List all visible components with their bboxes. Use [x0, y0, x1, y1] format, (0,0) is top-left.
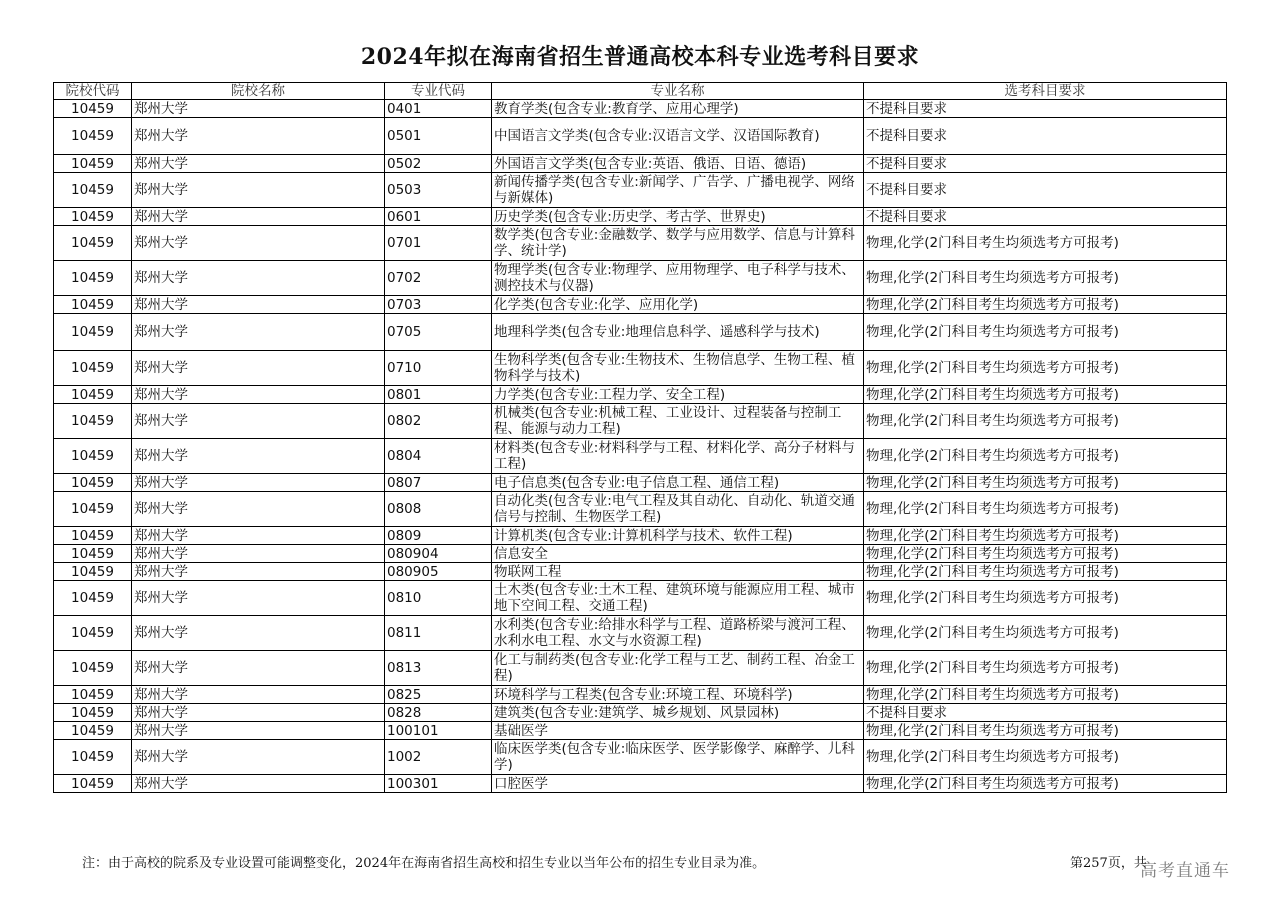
school-name-cell: 郑州大学 [132, 118, 385, 155]
school-code-cell: 10459 [54, 686, 132, 704]
table-row [54, 296, 1227, 314]
major-code-cell: 080904 [385, 545, 492, 563]
school-code-cell: 10459 [54, 474, 132, 492]
header-major-name: 专业名称 [492, 83, 864, 100]
major-name-cell: 信息安全 [492, 545, 864, 563]
subject-requirement-cell: 不提科目要求 [864, 704, 1227, 722]
requirements-table [53, 82, 1227, 793]
school-name-cell: 郑州大学 [132, 704, 385, 722]
school-code-cell: 10459 [54, 545, 132, 563]
school-code-cell: 10459 [54, 404, 132, 439]
major-code-cell: 0808 [385, 492, 492, 527]
major-code-cell: 0802 [385, 404, 492, 439]
table-row [54, 492, 1227, 527]
table-row [54, 261, 1227, 296]
major-name-cell: 化学类(包含专业:化学、应用化学) [492, 296, 864, 314]
school-code-cell: 10459 [54, 261, 132, 296]
school-code-cell: 10459 [54, 173, 132, 208]
school-code-cell: 10459 [54, 351, 132, 386]
table-row [54, 545, 1227, 563]
school-name-cell: 郑州大学 [132, 616, 385, 651]
major-name-cell: 外国语言文学类(包含专业:英语、俄语、日语、德语) [492, 155, 864, 173]
subject-requirement-cell: 不提科目要求 [864, 155, 1227, 173]
subject-requirement-cell: 物理,化学(2门科目考生均须选考方可报考) [864, 686, 1227, 704]
major-code-cell: 0804 [385, 439, 492, 474]
school-code-cell: 10459 [54, 155, 132, 173]
page-title: 2024年拟在海南省招生普通高校本科专业选考科目要求 [360, 44, 920, 70]
major-code-cell: 0807 [385, 474, 492, 492]
major-code-cell: 0502 [385, 155, 492, 173]
table-row [54, 155, 1227, 173]
school-name-cell: 郑州大学 [132, 545, 385, 563]
subject-requirement-cell: 物理,化学(2门科目考生均须选考方可报考) [864, 722, 1227, 740]
table-row [54, 404, 1227, 439]
header-school-code: 院校代码 [54, 83, 132, 100]
school-code-cell: 10459 [54, 527, 132, 545]
header-school-name: 院校名称 [132, 83, 385, 100]
school-code-cell: 10459 [54, 492, 132, 527]
subject-requirement-cell: 不提科目要求 [864, 100, 1227, 118]
table-row [54, 740, 1227, 775]
subject-requirement-cell: 物理,化学(2门科目考生均须选考方可报考) [864, 226, 1227, 261]
subject-requirement-cell: 物理,化学(2门科目考生均须选考方可报考) [864, 651, 1227, 686]
table-row [54, 474, 1227, 492]
school-code-cell: 10459 [54, 616, 132, 651]
major-code-cell: 0503 [385, 173, 492, 208]
school-name-cell: 郑州大学 [132, 261, 385, 296]
school-name-cell: 郑州大学 [132, 296, 385, 314]
major-name-cell: 物理学类(包含专业:物理学、应用物理学、电子科学与技术、测控技术与仪器) [492, 261, 864, 296]
school-name-cell: 郑州大学 [132, 492, 385, 527]
major-name-cell: 材料类(包含专业:材料科学与工程、材料化学、高分子材料与工程) [492, 439, 864, 474]
table-row [54, 386, 1227, 404]
subject-requirement-cell: 物理,化学(2门科目考生均须选考方可报考) [864, 296, 1227, 314]
major-code-cell: 0701 [385, 226, 492, 261]
major-name-cell: 新闻传播学类(包含专业:新闻学、广告学、广播电视学、网络与新媒体) [492, 173, 864, 208]
subject-requirement-cell: 物理,化学(2门科目考生均须选考方可报考) [864, 740, 1227, 775]
subject-requirement-cell: 物理,化学(2门科目考生均须选考方可报考) [864, 616, 1227, 651]
major-code-cell: 0401 [385, 100, 492, 118]
major-code-cell: 1002 [385, 740, 492, 775]
school-name-cell: 郑州大学 [132, 474, 385, 492]
subject-requirement-cell: 不提科目要求 [864, 208, 1227, 226]
school-code-cell: 10459 [54, 208, 132, 226]
school-code-cell: 10459 [54, 118, 132, 155]
table-row [54, 581, 1227, 616]
major-name-cell: 电子信息类(包含专业:电子信息工程、通信工程) [492, 474, 864, 492]
major-name-cell: 临床医学类(包含专业:临床医学、医学影像学、麻醉学、儿科学) [492, 740, 864, 775]
school-name-cell: 郑州大学 [132, 527, 385, 545]
subject-requirement-cell: 不提科目要求 [864, 118, 1227, 155]
major-code-cell: 100301 [385, 775, 492, 793]
footer-note: 注：由于高校的院系及专业设置可能调整变化，2024年在海南省招生高校和招生专业以当年公布的招生专业目录为准。 [82, 856, 766, 871]
table-body [54, 100, 1227, 793]
table-row [54, 100, 1227, 118]
major-name-cell: 基础医学 [492, 722, 864, 740]
table-row [54, 118, 1227, 155]
major-name-cell: 中国语言文学类(包含专业:汉语言文学、汉语国际教育) [492, 118, 864, 155]
table-row [54, 563, 1227, 581]
subject-requirement-cell: 物理,化学(2门科目考生均须选考方可报考) [864, 563, 1227, 581]
subject-requirement-cell: 物理,化学(2门科目考生均须选考方可报考) [864, 404, 1227, 439]
school-name-cell: 郑州大学 [132, 581, 385, 616]
major-name-cell: 地理科学类(包含专业:地理信息科学、遥感科学与技术) [492, 314, 864, 351]
school-name-cell: 郑州大学 [132, 155, 385, 173]
subject-requirement-cell: 物理,化学(2门科目考生均须选考方可报考) [864, 545, 1227, 563]
school-code-cell: 10459 [54, 651, 132, 686]
school-name-cell: 郑州大学 [132, 439, 385, 474]
header-major-code: 专业代码 [385, 83, 492, 100]
major-code-cell: 0813 [385, 651, 492, 686]
school-code-cell: 10459 [54, 386, 132, 404]
table-header-row [54, 83, 1227, 100]
school-name-cell: 郑州大学 [132, 100, 385, 118]
major-code-cell: 0501 [385, 118, 492, 155]
school-name-cell: 郑州大学 [132, 386, 385, 404]
school-name-cell: 郑州大学 [132, 314, 385, 351]
table-row [54, 439, 1227, 474]
subject-requirement-cell: 物理,化学(2门科目考生均须选考方可报考) [864, 314, 1227, 351]
table-row [54, 226, 1227, 261]
school-name-cell: 郑州大学 [132, 351, 385, 386]
school-code-cell: 10459 [54, 581, 132, 616]
major-name-cell: 力学类(包含专业:工程力学、安全工程) [492, 386, 864, 404]
major-code-cell: 0828 [385, 704, 492, 722]
table-row [54, 686, 1227, 704]
major-name-cell: 机械类(包含专业:机械工程、工业设计、过程装备与控制工程、能源与动力工程) [492, 404, 864, 439]
subject-requirement-cell: 物理,化学(2门科目考生均须选考方可报考) [864, 775, 1227, 793]
table-row [54, 704, 1227, 722]
major-name-cell: 教育学类(包含专业:教育学、应用心理学) [492, 100, 864, 118]
major-code-cell: 0801 [385, 386, 492, 404]
school-name-cell: 郑州大学 [132, 740, 385, 775]
subject-requirement-cell: 物理,化学(2门科目考生均须选考方可报考) [864, 527, 1227, 545]
subject-requirement-cell: 物理,化学(2门科目考生均须选考方可报考) [864, 261, 1227, 296]
major-code-cell: 0705 [385, 314, 492, 351]
subject-requirement-cell: 物理,化学(2门科目考生均须选考方可报考) [864, 386, 1227, 404]
subject-requirement-cell: 物理,化学(2门科目考生均须选考方可报考) [864, 492, 1227, 527]
table-row [54, 651, 1227, 686]
major-code-cell: 0809 [385, 527, 492, 545]
table-row [54, 314, 1227, 351]
school-name-cell: 郑州大学 [132, 563, 385, 581]
school-code-cell: 10459 [54, 722, 132, 740]
major-code-cell: 0601 [385, 208, 492, 226]
table-row [54, 527, 1227, 545]
major-name-cell: 物联网工程 [492, 563, 864, 581]
table-row [54, 173, 1227, 208]
school-name-cell: 郑州大学 [132, 722, 385, 740]
school-code-cell: 10459 [54, 296, 132, 314]
table-row [54, 351, 1227, 386]
school-name-cell: 郑州大学 [132, 173, 385, 208]
school-name-cell: 郑州大学 [132, 775, 385, 793]
major-name-cell: 口腔医学 [492, 775, 864, 793]
table-row [54, 616, 1227, 651]
table-row [54, 775, 1227, 793]
major-code-cell: 0811 [385, 616, 492, 651]
school-code-cell: 10459 [54, 226, 132, 261]
major-name-cell: 建筑类(包含专业:建筑学、城乡规划、风景园林) [492, 704, 864, 722]
major-name-cell: 数学类(包含专业:金融数学、数学与应用数学、信息与计算科学、统计学) [492, 226, 864, 261]
major-name-cell: 化工与制药类(包含专业:化学工程与工艺、制药工程、冶金工程) [492, 651, 864, 686]
major-code-cell: 0810 [385, 581, 492, 616]
major-code-cell: 080905 [385, 563, 492, 581]
subject-requirement-cell: 物理,化学(2门科目考生均须选考方可报考) [864, 351, 1227, 386]
major-code-cell: 100101 [385, 722, 492, 740]
school-code-cell: 10459 [54, 439, 132, 474]
school-code-cell: 10459 [54, 100, 132, 118]
table-row [54, 208, 1227, 226]
major-code-cell: 0703 [385, 296, 492, 314]
major-name-cell: 土木类(包含专业:土木工程、建筑环境与能源应用工程、城市地下空间工程、交通工程) [492, 581, 864, 616]
school-code-cell: 10459 [54, 563, 132, 581]
major-code-cell: 0710 [385, 351, 492, 386]
table-row [54, 722, 1227, 740]
school-code-cell: 10459 [54, 314, 132, 351]
major-name-cell: 历史学类(包含专业:历史学、考古学、世界史) [492, 208, 864, 226]
major-name-cell: 自动化类(包含专业:电气工程及其自动化、自动化、轨道交通信号与控制、生物医学工程) [492, 492, 864, 527]
header-subject-requirement: 选考科目要求 [864, 83, 1227, 100]
subject-requirement-cell: 不提科目要求 [864, 173, 1227, 208]
school-code-cell: 10459 [54, 775, 132, 793]
school-code-cell: 10459 [54, 740, 132, 775]
subject-requirement-cell: 物理,化学(2门科目考生均须选考方可报考) [864, 439, 1227, 474]
watermark-text: 高考直通车 [1140, 861, 1230, 881]
major-code-cell: 0702 [385, 261, 492, 296]
school-name-cell: 郑州大学 [132, 404, 385, 439]
major-name-cell: 计算机类(包含专业:计算机科学与技术、软件工程) [492, 527, 864, 545]
major-code-cell: 0825 [385, 686, 492, 704]
major-name-cell: 生物科学类(包含专业:生物技术、生物信息学、生物工程、植物科学与技术) [492, 351, 864, 386]
school-name-cell: 郑州大学 [132, 686, 385, 704]
subject-requirement-cell: 物理,化学(2门科目考生均须选考方可报考) [864, 474, 1227, 492]
school-code-cell: 10459 [54, 704, 132, 722]
major-name-cell: 环境科学与工程类(包含专业:环境工程、环境科学) [492, 686, 864, 704]
school-name-cell: 郑州大学 [132, 651, 385, 686]
major-name-cell: 水利类(包含专业:给排水科学与工程、道路桥梁与渡河工程、水利水电工程、水文与水资源工程) [492, 616, 864, 651]
subject-requirement-cell: 物理,化学(2门科目考生均须选考方可报考) [864, 581, 1227, 616]
page-number: 第257页，共 [1070, 856, 1147, 871]
school-name-cell: 郑州大学 [132, 226, 385, 261]
school-name-cell: 郑州大学 [132, 208, 385, 226]
